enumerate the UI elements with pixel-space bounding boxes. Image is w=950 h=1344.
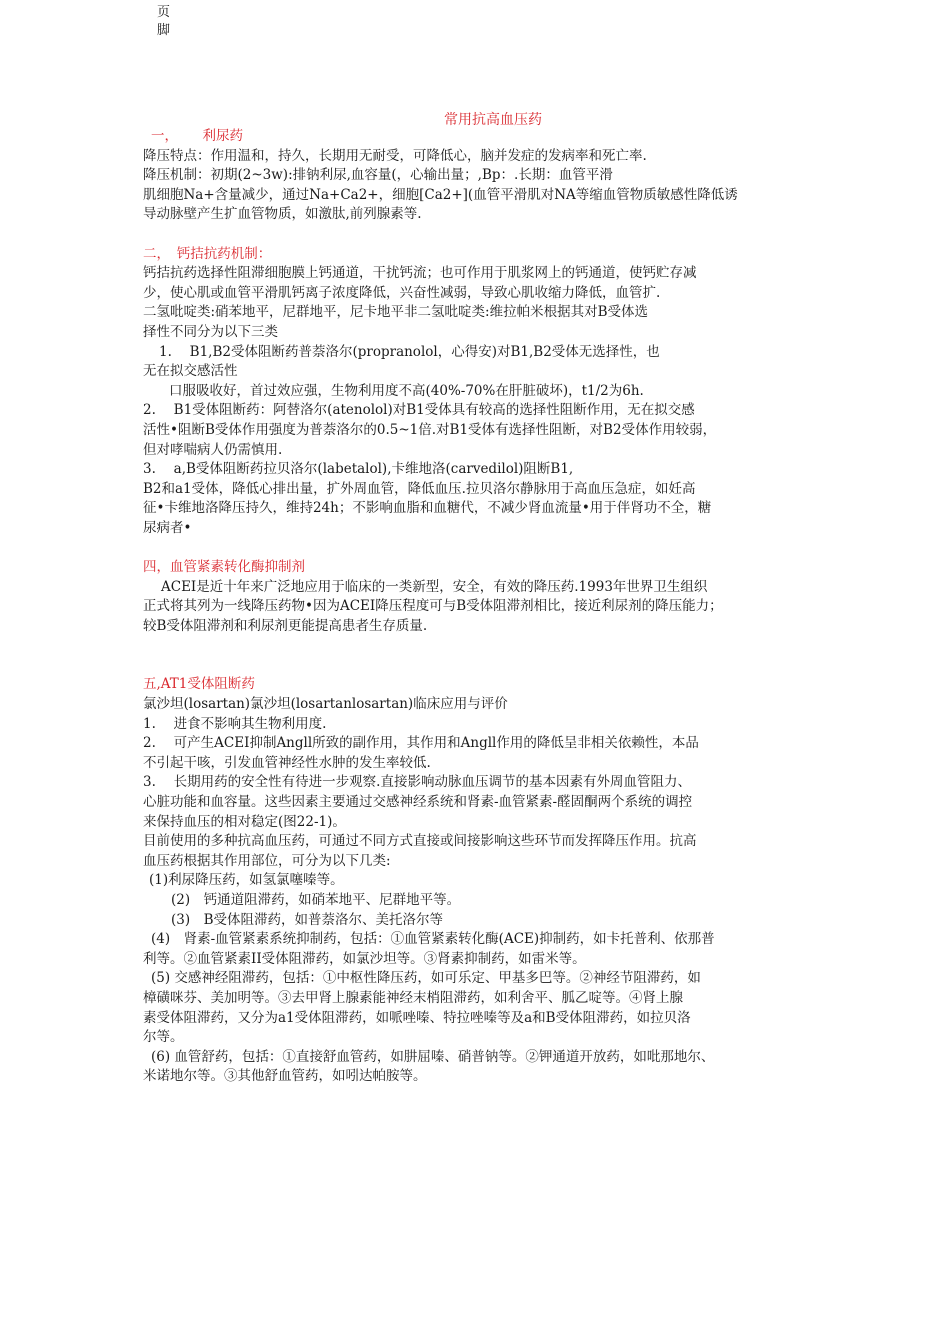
list-item: 2. B1受体阻断药：阿替洛尔(atenolol)对B1受体具有较高的选择性阻断作用，无在拟交感 [143, 402, 695, 419]
section-heading-at1-blockers: 五,AT1受体阻断药 [143, 676, 255, 693]
section-heading-acei: 四，血管紧素转化酶抑制剂 [143, 559, 305, 576]
paragraph-line: 钙拮抗药选择性阻滞细胞膜上钙通道，干扰钙流；也可作用于肌浆网上的钙通道，使钙贮存减 [143, 265, 697, 282]
section-heading-calcium-antagonists: 二， 钙拮抗药机制： [143, 245, 272, 262]
paragraph-line: 素受体阻滞药，又分为a1受体阻滞药，如哌唑嗪、特拉唑嗪等及a和B受体阻滞药，如拉贝洛 [143, 1009, 691, 1026]
paragraph-line: 米诺地尔等。③其他舒血管药，如吲达帕胺等。 [143, 1068, 427, 1085]
list-item: (3) B受体阻滞药，如普萘洛尔、美托洛尔等 [171, 911, 444, 928]
paragraph-line: 较B受体阻滞剂和利尿剂更能提高患者生存质量. [143, 617, 428, 634]
footer-label [157, 4, 173, 40]
list-item: 1. 进食不影响其生物利用度. [143, 715, 327, 732]
list-item: 2. 可产生ACEI抑制Angll所致的副作用，其作用和Angll作用的降低呈非相关依赖性，本品 [143, 735, 699, 752]
document-body [143, 127, 823, 1087]
paragraph-line: 氯沙坦(losartan)氯沙坦(losartanlosartan)临床应用与评价 [143, 696, 508, 713]
list-item: 3. 长期用药的安全性有待进一步观察.直接影响动脉血压调节的基本因素有外周血管阻力、 [143, 774, 691, 791]
paragraph-line: 尿病者• [143, 519, 192, 536]
list-item: (5) 交感神经阻滞药，包括：①中枢性降压药，如可乐定、甲基多巴等。②神经节阻滞药，如 [151, 970, 701, 987]
paragraph-line: 利等。②血管紧素II受体阻滞药，如氯沙坦等。③肾素抑制药，如雷米等。 [143, 950, 586, 967]
paragraph-line: 尔等。 [143, 1029, 184, 1046]
footer-char: 页 [157, 5, 171, 20]
list-item: 3. a,B受体阻断药拉贝洛尔(labetalol),卡维地洛(carvedilol)阻断B1, [143, 461, 574, 478]
paragraph-line: 不引起干咳，引发血管神经性水肿的发生率较低. [143, 754, 431, 771]
list-item: (4) 肾素-血管紧素系统抑制药，包括：①血管紧素转化酶(ACE)抑制药，如卡托普利、依那普 [151, 931, 715, 948]
paragraph-line: 肌细胞Na+含量减少，通过Na+Ca2+，细胞[Ca2+](血管平滑肌对NA等缩血管物质敏感性降低诱 [143, 186, 738, 203]
paragraph-line: 口服吸收好，首过效应强，生物利用度不高(40%-70%在肝脏破坏)，t1/2为6h. [169, 382, 644, 399]
paragraph-line: 少，使心肌或血管平滑肌钙离子浓度降低，兴奋性减弱，导致心肌收缩力降低，血管扩. [143, 284, 661, 301]
paragraph-line: 导动脉壁产生扩血管物质，如激肽,前列腺素等. [143, 206, 422, 223]
paragraph-line: 心脏功能和血容量。这些因素主要通过交感神经系统和肾素-血管紧素-醛固酮两个系统的调控 [143, 794, 693, 810]
paragraph-line: 正式将其列为一线降压药物•因为ACEI降压程度可与B受体阻滞剂相比，接近利尿剂的降压能力； [143, 598, 723, 615]
paragraph-line: 来保持血压的相对稳定(图22-1)。 [143, 813, 346, 830]
paragraph-line: B2和a1受体，降低心排出量，扩外周血管，降低血压.拉贝洛尔静脉用于高血压急症，如妊高 [143, 480, 696, 497]
paragraph-line: 降压机制：初期(2~3w):排钠利尿,血容量(，心输出量；,Bp：.长期：血管平滑 [143, 167, 613, 184]
list-item: (6) 血管舒药，包括：①直接舒血管药，如肼屈嗪、硝普钠等。②钾通道开放药，如吡那地尔、 [151, 1048, 715, 1065]
paragraph-line: 血压药根据其作用部位，可分为以下几类: [143, 852, 391, 869]
footer-char: 脚 [157, 23, 171, 38]
paragraph-line: 活性•阻断B受体作用强度为普萘洛尔的0.5~1倍.对B1受体有选择性阻断，对B2受体作用较弱， [143, 421, 717, 438]
paragraph-line: 樟磺咪芬、美加明等。③去甲肾上腺素能神经末梢阻滞药，如利舍平、胍乙啶等。④肾上腺 [143, 989, 683, 1006]
list-item: (1)利尿降压药，如氢氯噻嗪等。 [149, 872, 344, 889]
list-item: (2) 钙通道阻滞药，如硝苯地平、尼群地平等。 [171, 891, 461, 908]
paragraph-line: 征•卡维地洛降压持久，维持24h；不影响血脂和血糖代，不减少肾血流量•用于伴肾功不全，糖 [143, 500, 712, 517]
paragraph-line: 目前使用的多种抗高血压药，可通过不同方式直接或间接影响这些环节而发挥降压作用。抗高 [143, 833, 697, 850]
paragraph-line: 择性不同分为以下三类 [143, 323, 278, 340]
paragraph-line: 但对哮喘病人仍需慎用. [143, 441, 283, 458]
paragraph-line: ACEI是近十年来广泛地应用于临床的一类新型，安全，有效的降压药.1993年世界卫生组织 [161, 578, 708, 595]
paragraph-line: 降压特点：作用温和，持久，长期用无耐受，可降低心，脑并发症的发病率和死亡率. [143, 147, 647, 164]
list-item: 1. B1,B2受体阻断药普萘洛尔(propranolol，心得安)对B1,B2受体无选择性，也 [159, 343, 660, 360]
paragraph-line: 二氢吡啶类:硝苯地平，尼群地平，尼卡地平非二氢吡啶类:维拉帕米根据其对B受体选 [143, 304, 649, 321]
document-title: 常用抗高血压药 [444, 112, 542, 128]
paragraph-line: 无在拟交感活性 [143, 363, 238, 380]
section-heading-diuretics: 一， 利尿药 [151, 128, 244, 144]
